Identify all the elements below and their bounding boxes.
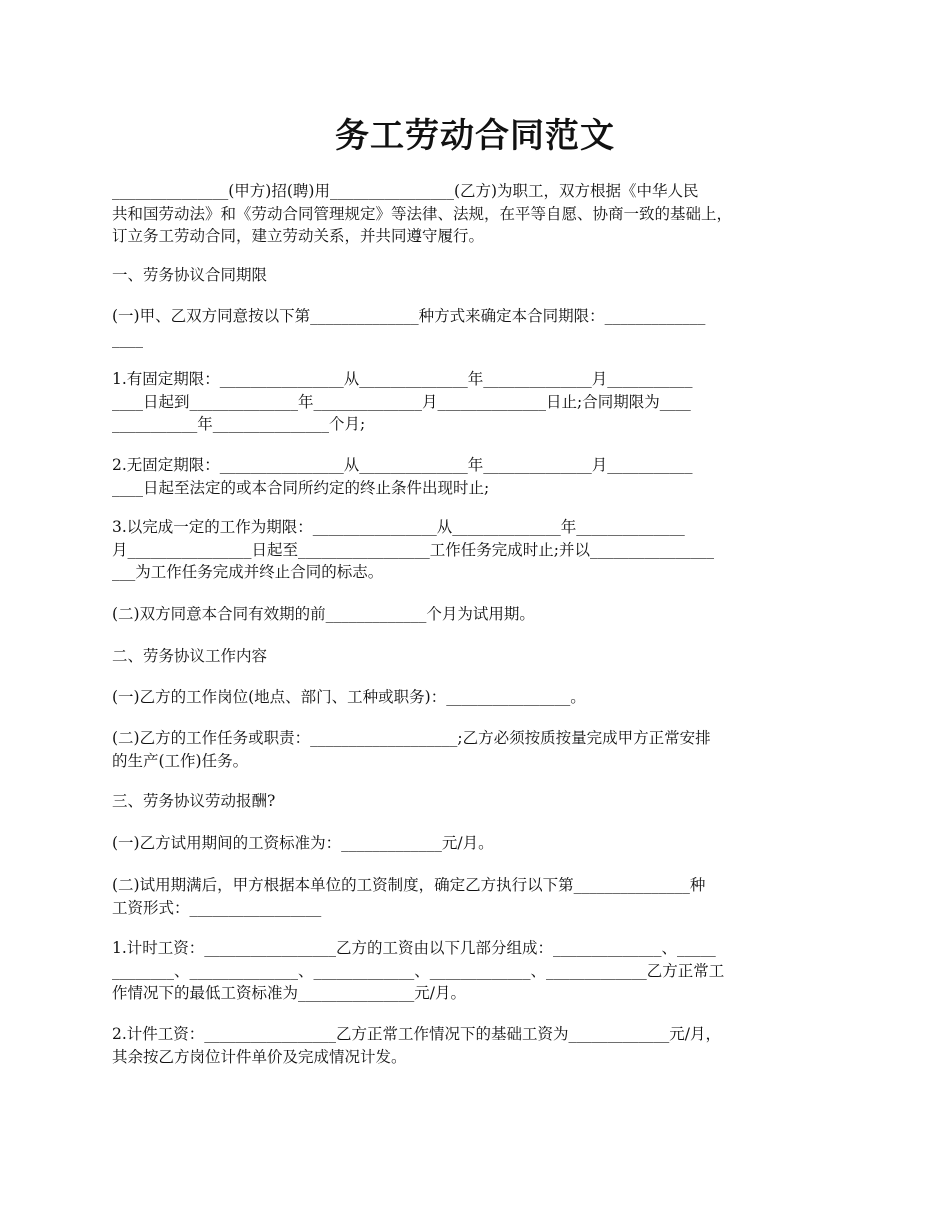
text-line: _______________(甲方)招(聘)用________________(乙方)为职工，双方根据《中华人民: [112, 182, 699, 200]
document-title: 务工劳动合同范文: [335, 116, 615, 156]
text-line: 工资形式：_________________: [112, 898, 322, 917]
text-line: 3.以完成一定的工作为期限：________________从______________年______________: [112, 518, 685, 536]
intro-paragraph: [112, 180, 842, 248]
text-line: 2.无固定期限：________________从______________年______________月___________: [112, 456, 693, 474]
text-line: ____: [112, 329, 143, 348]
section-heading-term: [112, 264, 842, 287]
text-line: (二)双方同意本合同有效期的前_____________个月为试用期。: [112, 605, 535, 623]
clause-duties: [112, 727, 842, 772]
text-line: (二)试用期满后，甲方根据本单位的工资制度，确定乙方执行以下第_______________种: [112, 876, 706, 894]
text-line: 1.有固定期限：________________从______________年______________月___________: [112, 370, 693, 388]
text-line: 2.计件工资：_________________乙方正常工作情况下的基础工资为_____________元/月，: [112, 1025, 722, 1043]
text-line: ____日起至法定的或本合同所约定的终止条件出现时止;: [112, 478, 490, 497]
text-line: 订立务工劳动合同，建立劳动关系，并共同遵守履行。: [112, 227, 485, 245]
text-line: 一、劳务协议合同期限: [112, 266, 268, 284]
clause-fixed-term: [112, 368, 842, 436]
text-line: 三、劳务协议劳动报酬?: [112, 792, 276, 810]
text-line: ________、______________、_____________、_____________、_____________乙方正常工: [112, 961, 725, 980]
clause-probation-pay: [112, 832, 842, 855]
clause-time-wage: [112, 937, 842, 1005]
text-line: ____日起到______________年______________月______________日止;合同期限为____: [112, 392, 691, 411]
section-heading-work: [112, 645, 842, 668]
text-line: 月________________日起至_________________工作任务完成时止;并以________________: [112, 540, 714, 559]
text-line: 1.计时工资：_________________乙方的工资由以下几部分组成：______________、_____: [112, 939, 716, 957]
clause-pay-form: [112, 874, 842, 919]
text-line: ___为工作任务完成并终止合同的标志。: [112, 563, 384, 581]
clause-position: [112, 686, 842, 709]
clause-task-term: [112, 516, 842, 584]
text-line: (二)乙方的工作任务或职责：___________________;乙方必须按质按量完成甲方正常安排: [112, 729, 711, 747]
text-line: 二、劳务协议工作内容: [112, 647, 268, 665]
clause-piece-wage: [112, 1023, 842, 1068]
text-line: (一)甲、乙双方同意按以下第______________种方式来确定本合同期限：_____________: [112, 307, 706, 325]
text-line: 的生产(工作)任务。: [112, 751, 249, 770]
text-line: (一)乙方试用期间的工资标准为：_____________元/月。: [112, 834, 494, 852]
text-line: (一)乙方的工作岗位(地点、部门、工种或职务)：________________。: [112, 688, 586, 706]
clause-term-method: [112, 305, 842, 350]
clause-open-term: [112, 454, 842, 499]
text-line: 其余按乙方岗位计件单价及完成情况计发。: [112, 1047, 407, 1066]
text-line: ___________年_______________个月;: [112, 415, 366, 433]
text-line: 作情况下的最低工资标准为_______________元/月。: [112, 984, 466, 1002]
clause-probation: [112, 603, 842, 626]
section-heading-pay: [112, 790, 842, 813]
text-line: 共和国劳动法》和《劳动合同管理规定》等法律、法规，在平等自愿、协商一致的基础上，: [112, 204, 733, 223]
